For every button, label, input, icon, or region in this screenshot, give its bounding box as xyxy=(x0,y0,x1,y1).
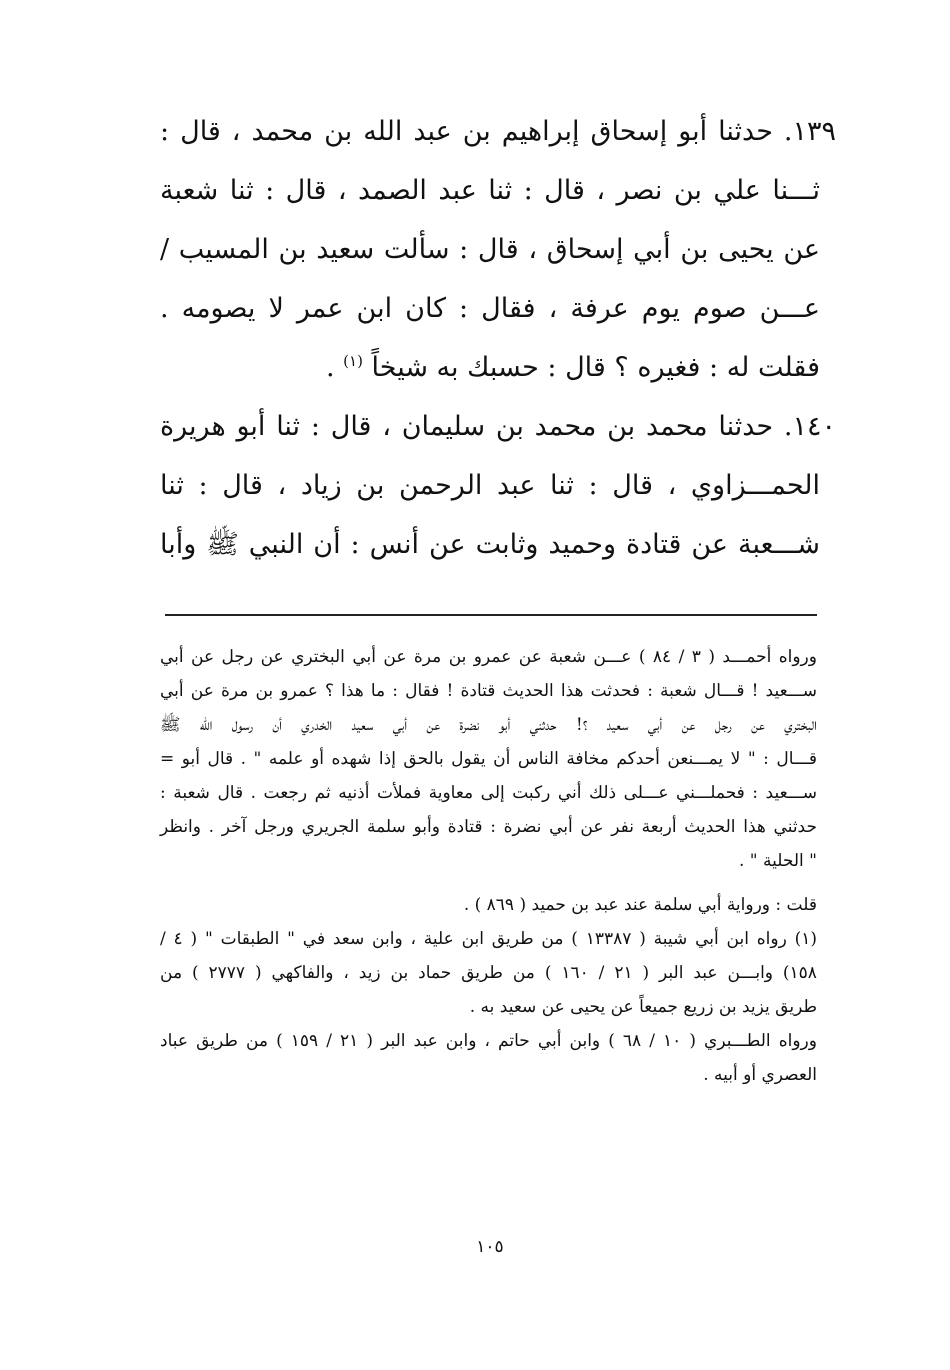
footnote-line: ورواه الطـــبري ( ١٠ / ٦٨ ) وابن أبي حاتم ، وابن عبد البر ( ٢١ / ١٥٩ ) من طريق عباد xyxy=(160,1031,817,1051)
footnote-ref-1: (١) xyxy=(343,352,363,370)
hadith-140-line-2: الحمـــزاوي ، قال : ثنا عبد الرحمن بن زياد ، قال : ثنا xyxy=(160,470,820,501)
footnote-divider xyxy=(165,614,817,616)
hadith-139-line-1: ١٣٩. حدثنا أبو إسحاق إبراهيم بن عبد الله بن محمد ، قال : xyxy=(160,116,836,147)
footnote-line: حدثني هذا الحديث أربعة نفر عن أبي نضرة : قتادة وأبو سلمة الجريري ورجل آخر . وانظر xyxy=(160,817,817,837)
footnote-1 xyxy=(160,922,817,1024)
footnote-line: ســـعيد ! قـــال شعبة : فحدثت هذا الحديث قتادة ! فقال : ما هذا ؟ عمرو بن مرة عن أبي xyxy=(160,681,817,701)
footnotes xyxy=(160,640,817,1092)
footnote-continuation xyxy=(160,640,817,878)
footnote-line: ورواه أحمـــد ( ٣ / ٨٤ ) عـــن شعبة عن عمرو بن مرة عن أبي البختري عن رجل عن أبي xyxy=(160,647,817,667)
hadith-140-line-1: ١٤٠. حدثنا محمد بن محمد بن سليمان ، قال : ثنا أبو هريرة xyxy=(160,411,836,442)
main-text xyxy=(160,102,836,574)
footnote-line: " الحلية " . xyxy=(738,851,817,871)
hadith-140-line-3: شـــعبة عن قتادة وحميد وثابت عن أنس : أن النبي ﷺ وأبا xyxy=(160,529,820,560)
hadith-139-line-4: عـــن صوم يوم عرفة ، فقال : كان ابن عمر لا يصومه . xyxy=(160,293,820,324)
footnote-line: طريق يزيد بن زريع جميعاً عن يحيى عن سعيد به . xyxy=(469,997,817,1017)
footnote-line: ١٥٨) وابـــن عبد البر ( ٢١ / ١٦٠ ) من طريق حماد بن زيد ، والفاكهي ( ٢٧٧٧ ) من xyxy=(160,963,817,983)
hadith-139-line-5-end: . xyxy=(326,352,344,383)
footnote-line: البختري عن رجل عن أبي سعيد ؟! حدثني أبو نضرة عن أبي سعيد الخدري أن رسول الله ﷺ xyxy=(160,715,817,735)
footnote-line: ســـعيد : فحملـــني عـــلى ذلك أني ركبت إلى معاوية فملأت أذنيه ثم رجعت . قال شعبة : xyxy=(160,783,817,803)
footnote-note xyxy=(160,888,817,922)
footnote-1-continued xyxy=(160,1024,817,1092)
hadith-139-line-3: عن يحيى بن أبي إسحاق ، قال : سألت سعيد بن المسيب / xyxy=(160,234,820,265)
footnote-line: العصري أو أبيه . xyxy=(703,1065,817,1085)
footnote-line: قـــال : " لا يمـــنعن أحدكم مخافة الناس أن يقول بالحق إذا شهده أو علمه " . قال أبو = xyxy=(160,749,817,769)
hadith-139-line-5-text: فقلت له : فغيره ؟ قال : حسبك به شيخاً xyxy=(371,352,820,383)
footnote-line: قلت : ورواية أبي سلمة عند عبد بن حميد ( ٨٦٩ ) . xyxy=(463,895,817,915)
page-number: ١٠٥ xyxy=(476,1237,504,1257)
hadith-139-line-5 xyxy=(160,338,820,397)
footnote-gap xyxy=(160,878,817,888)
hadith-139-line-2: ثـــنا علي بن نصر ، قال : ثنا عبد الصمد ، قال : ثنا شعبة xyxy=(160,175,820,206)
footnote-line: (١) رواه ابن أبي شيبة ( ١٣٣٨٧ ) من طريق ابن علية ، وابن سعد في " الطبقات " ( ٤ / xyxy=(160,929,818,949)
